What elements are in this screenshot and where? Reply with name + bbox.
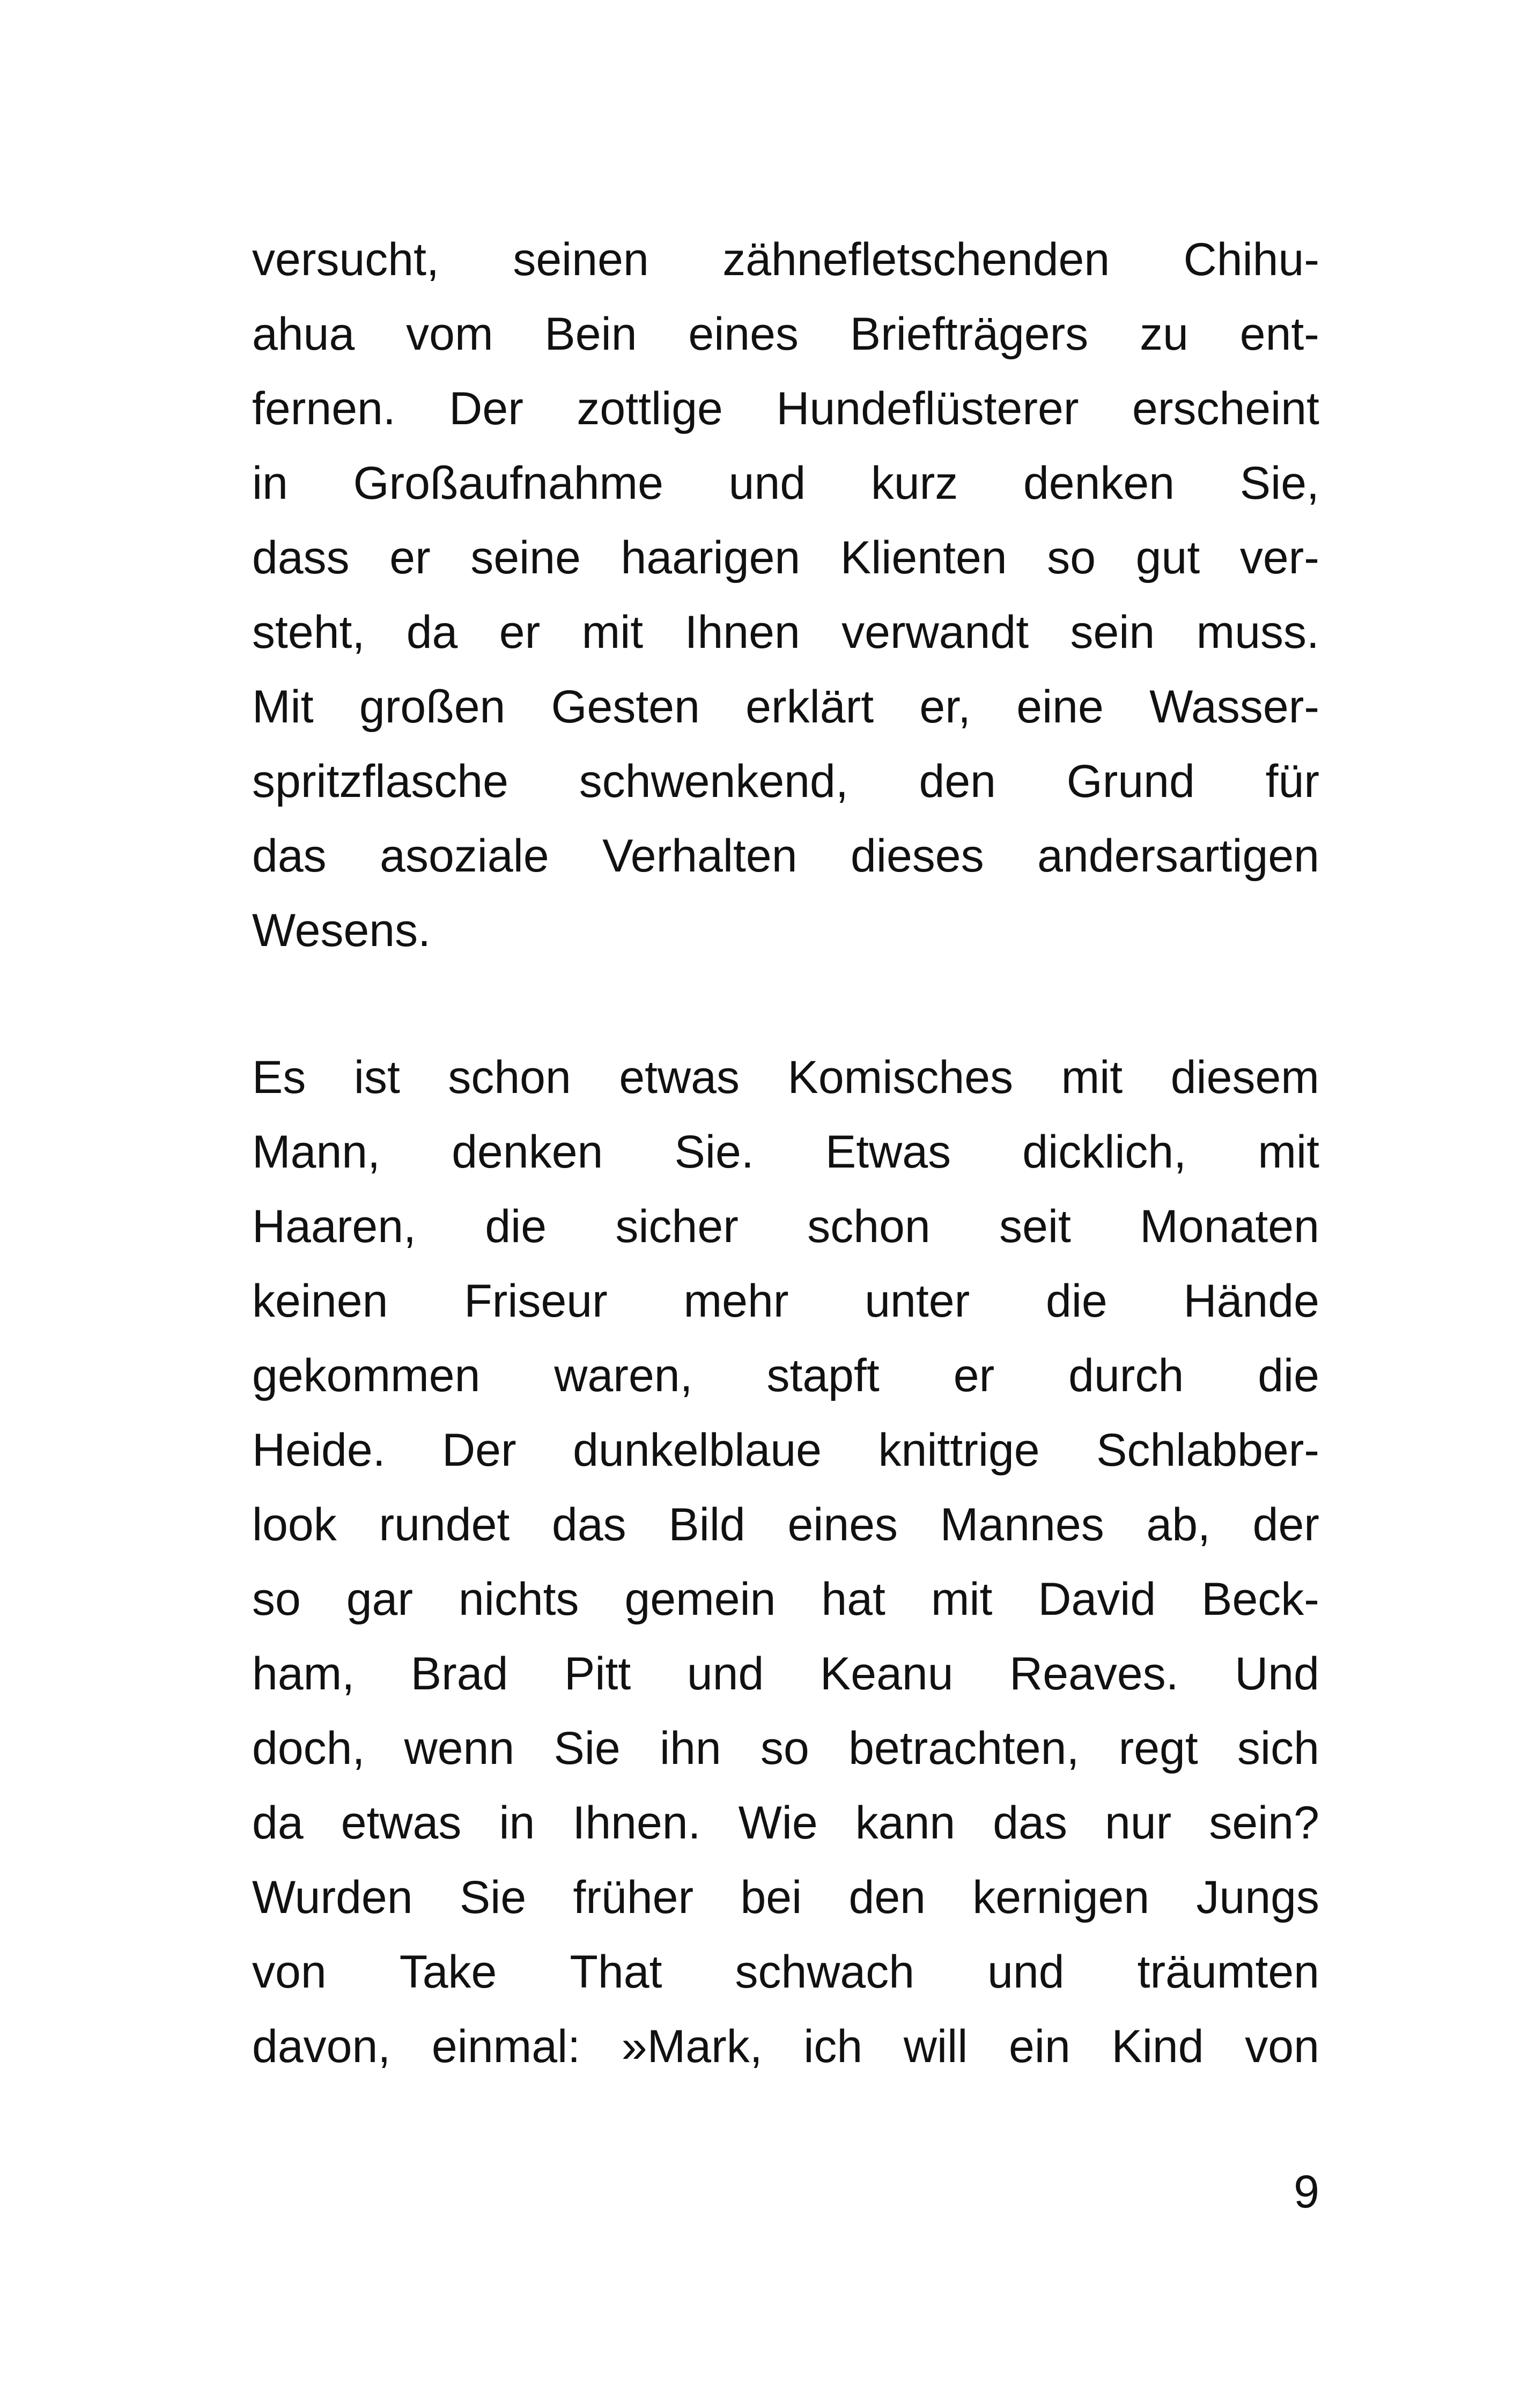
text-line: Wesens.: [252, 905, 431, 956]
text-line: da etwas in Ihnen. Wie kann das nur sein?: [252, 1797, 1319, 1849]
text-line: Haaren, die sicher schon seit Monaten: [252, 1201, 1319, 1252]
text-line: ahua vom Bein eines Briefträgers zu ent-: [252, 308, 1319, 360]
text-line: look rundet das Bild eines Mannes ab, der: [252, 1499, 1319, 1550]
text-line: keinen Friseur mehr unter die Hände: [252, 1275, 1319, 1327]
text-line: steht, da er mit Ihnen verwandt sein muss.: [252, 607, 1319, 658]
text-line: versucht, seinen zähnefletschenden Chihu-: [252, 234, 1319, 285]
text-line: so gar nichts gemein hat mit David Beck-: [252, 1574, 1319, 1625]
text-line: Mit großen Gesten erklärt er, eine Wasser-: [252, 681, 1319, 733]
text-line: gekommen waren, stapft er durch die: [252, 1350, 1319, 1401]
text-line: dass er seine haarigen Klienten so gut ver-: [252, 532, 1319, 583]
text-line: das asoziale Verhalten dieses andersartigen: [252, 830, 1319, 882]
paragraph-2: [252, 1040, 1319, 2084]
text-line: ham, Brad Pitt und Keanu Reaves. Und: [252, 1648, 1319, 1700]
text-line: Mann, denken Sie. Etwas dicklich, mit: [252, 1126, 1319, 1178]
text-line: in Großaufnahme und kurz denken Sie,: [252, 457, 1319, 509]
text-line: davon, einmal: »Mark, ich will ein Kind von: [252, 2021, 1319, 2072]
text-line: Es ist schon etwas Komisches mit diesem: [252, 1052, 1319, 1103]
text-line: Heide. Der dunkelblaue knittrige Schlabber-: [252, 1424, 1319, 1476]
text-line: fernen. Der zottlige Hundeflüsterer erscheint: [252, 383, 1319, 434]
text-line: von Take That schwach und träumten: [252, 1946, 1319, 1998]
text-line: spritzflasche schwenkend, den Grund für: [252, 756, 1319, 807]
paragraph-1: [252, 223, 1319, 968]
text-line: Wurden Sie früher bei den kernigen Jungs: [252, 1872, 1319, 1923]
text-line: doch, wenn Sie ihn so betrachten, regt sich: [252, 1723, 1319, 1774]
page-number: 9: [1294, 2166, 1319, 2218]
